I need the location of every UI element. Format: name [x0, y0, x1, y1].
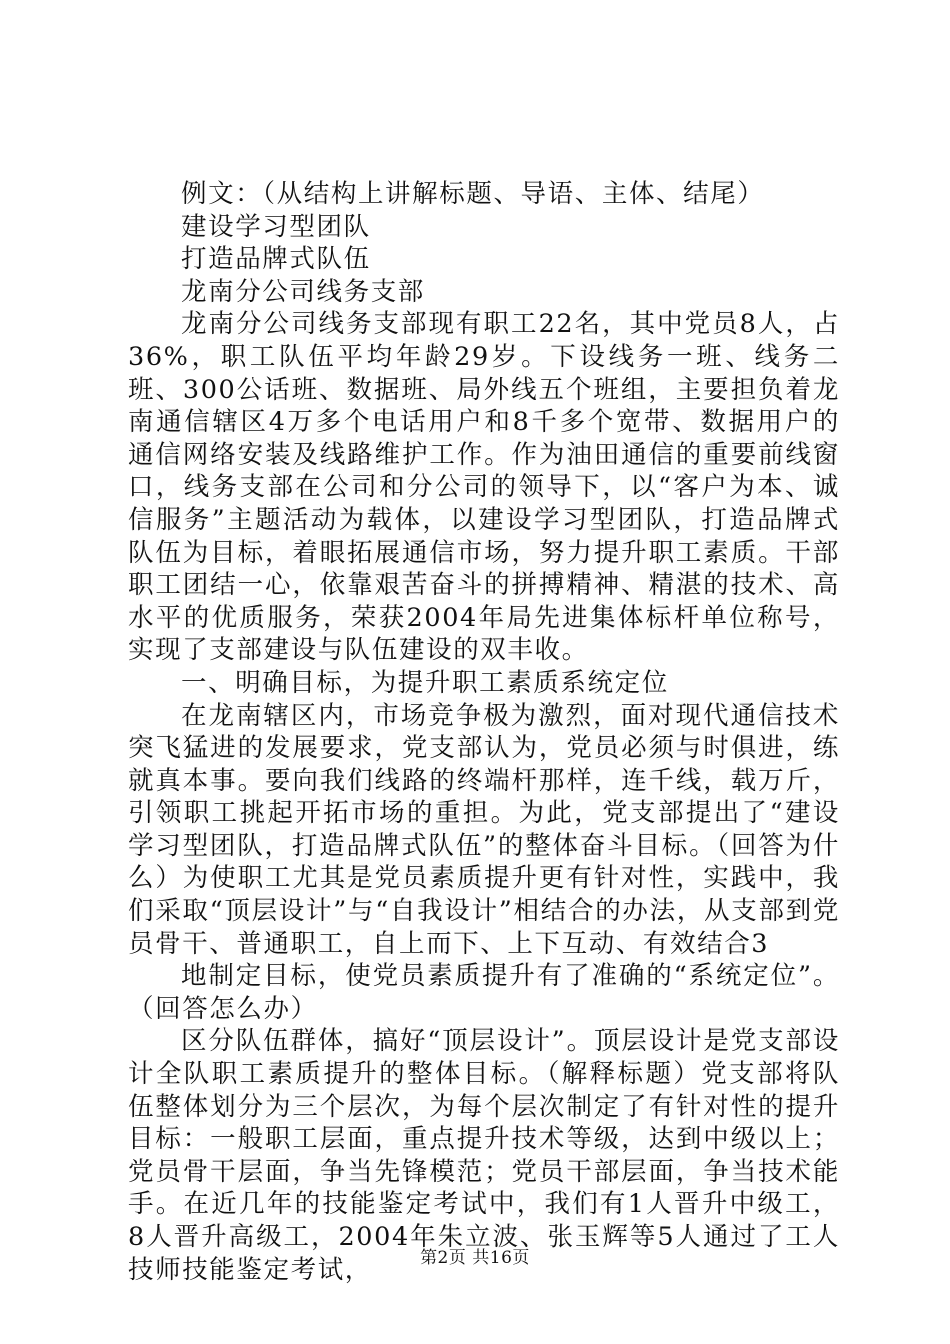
example-heading: 例文：（从结构上讲解标题、导语、主体、结尾）: [181, 179, 765, 209]
paragraph-intro: 龙南分公司线务支部现有职工22名，其中党员8人，占36%，职工队伍平均年龄29岁。下设线务一班、线务二班、300公话班、数据班、局外线五个班组，主要担负着龙南通信辖区4万多个电话用户和8千多个宽带、数据用户的通信网络安装及线路维护工作。作为油田通信的重要前线窗口，线务支部在公司和分公司的领导下，以“客户为本、诚信服务”主题活动为载体，以建设学习型团队，打造品牌式队伍为目标，着眼拓展通信市场，努力提升职工素质。干部职工团结一心，依靠艰苦奋斗的拼搏精神、精湛的技术、高水平的优质服务，荣获2004年局先进集体标杆单位称号，实现了支部建设与队伍建设的双丰收。: [128, 309, 840, 666]
main-title-line-2: 打造品牌式队伍: [181, 244, 371, 275]
document-body: [128, 178, 840, 1286]
paragraph-goal-continued: 地制定目标，使党员素质提升有了准确的“系统定位”。（回答怎么办）: [128, 961, 840, 1024]
paragraph-top-design: 区分队伍群体，搞好“顶层设计”。顶层设计是党支部设计全队职工素质提升的整体目标。（解释标题）党支部将队伍整体划分为三个层次，为每个层次制定了有针对性的提升目标：一般职工层面，重点提升技术等级，达到中级以上；党员骨干层面，争当先锋模范；党员干部层面，争当技术能手。在近几年的技能鉴定考试中，我们有1人晋升中级工，8人晋升高级工，2004年朱立波、张玉辉等5人通过了工人技师技能鉴定考试，: [128, 1026, 840, 1285]
main-title-line-1: 建设学习型团队: [181, 211, 371, 242]
page-footer: 第2页 共16页: [420, 1248, 530, 1268]
section-heading-1: 一、明确目标，为提升职工素质系统定位: [181, 667, 669, 698]
paragraph-goal: 在龙南辖区内，市场竞争极为激烈，面对现代通信技术突飞猛进的发展要求，党支部认为，党员必须与时俱进，练就真本事。要向我们线路的终端杆那样，连千线，载万斤，引领职工挑起开拓市场的重担。为此，党支部提出了“建设学习型团队，打造品牌式队伍”的整体奋斗目标。（回答为什么）为使职工尤其是党员素质提升更有针对性，实践中，我们采取“顶层设计”与“自我设计”相结合的办法，从支部到党员骨干、普通职工，自上而下、上下互动、有效结合3: [128, 700, 840, 959]
author-unit: 龙南分公司线务支部: [181, 276, 425, 307]
